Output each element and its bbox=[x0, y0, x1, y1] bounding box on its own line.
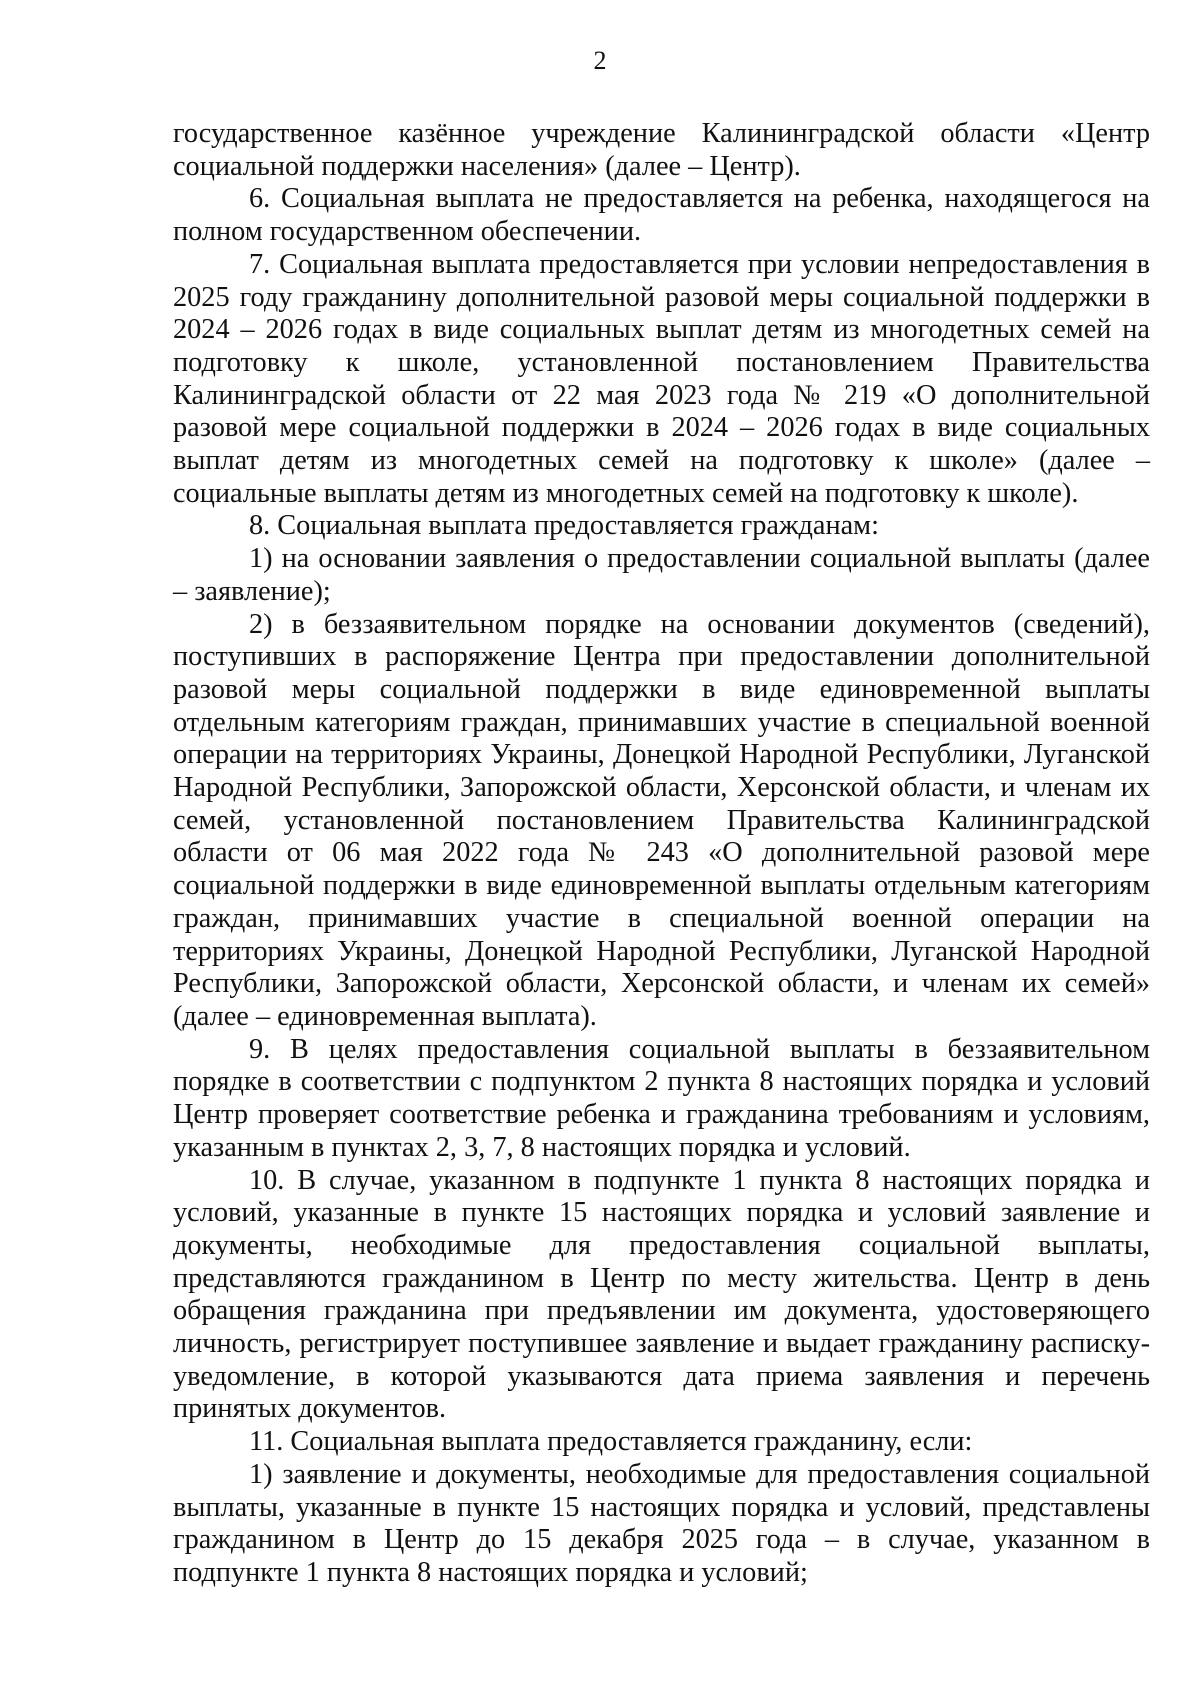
paragraph-item-8-1: 1) на основании заявления о предоставлении социальной выплаты (далее – заявление); bbox=[173, 543, 1150, 607]
page-number: 2 bbox=[593, 46, 607, 75]
paragraph-item-10: 10. В случае, указанном в подпункте 1 пункта 8 настоящих порядка и условий, указанные в пункте 15 настоящих порядка и условий заявление и документы, необходимые для предоставления социальной выплаты, представляются гражданином в Центр по месту жительства. Центр в день обращения гражданина при предъявлении им документа, удостоверяющего личность, регистрирует поступившее заявление и выдает гражданину расписку-уведомление, в которой указываются дата приема заявления и перечень принятых документов. bbox=[173, 1164, 1150, 1425]
document-body bbox=[173, 118, 1150, 1590]
paragraph-item-11: 11. Социальная выплата предоставляется гражданину, если: bbox=[249, 1426, 973, 1458]
paragraph-item-9: 9. В целях предоставления социальной выплаты в беззаявительном порядке в соответствии с подпунктом 2 пункта 8 настоящих порядка и условий Центр проверяет соответствие ребенка и гражданина требованиям и условиям, указанным в пунктах 2, 3, 7, 8 настоящих порядка и условий. bbox=[173, 1033, 1150, 1163]
paragraph-item-8: 8. Социальная выплата предоставляется гражданам: bbox=[249, 510, 879, 542]
paragraph-item-11-1: 1) заявление и документы, необходимые для предоставления социальной выплаты, указанные в пункте 15 настоящих порядка и условий, представлены гражданином в Центр до 15 декабря 2025 года – в случае, указанном в подпункте 1 пункта 8 настоящих порядка и условий; bbox=[173, 1458, 1150, 1588]
paragraph-continuation: государственное казённое учреждение Калининградской области «Центр социальной поддержки населения» (далее – Центр). bbox=[173, 118, 1150, 182]
paragraph-item-7: 7. Социальная выплата предоставляется при условии непредоставления в 2025 году гражданину дополнительной разовой меры социальной поддержки в 2024 – 2026 годах в виде социальных выплат детям из многодетных семей на подготовку к школе, установленной постановлением Правительства Калининградской области от 22 мая 2023 года № 219 «О дополнительной разовой мере социальной поддержки в 2024 – 2026 годах в виде социальных выплат детям из многодетных семей на подготовку к школе» (далее – социальные выплаты детям из многодетных семей на подготовку к школе). bbox=[173, 248, 1150, 509]
paragraph-item-8-2: 2) в беззаявительном порядке на основании документов (сведений), поступивших в распоряжение Центра при предоставлении дополнительной разовой меры социальной поддержки в виде единовременной выплаты отдельным категориям граждан, принимавших участие в специальной военной операции на территориях Украины, Донецкой Народной Республики, Луганской Народной Республики, Запорожской области, Херсонской области, и членам их семей, установленной постановлением Правительства Калининградской области от 06 мая 2022 года № 243 «О дополнительной разовой мере социальной поддержки в виде единовременной выплаты отдельным категориям граждан, принимавших участие в специальной военной операции на территориях Украины, Донецкой Народной Республики, Луганской Народной Республики, Запорожской области, Херсонской области, и членам их семей» (далее – единовременная выплата). bbox=[173, 608, 1150, 1032]
paragraph-item-6: 6. Социальная выплата не предоставляется на ребенка, находящегося на полном государственном обеспечении. bbox=[173, 183, 1150, 248]
